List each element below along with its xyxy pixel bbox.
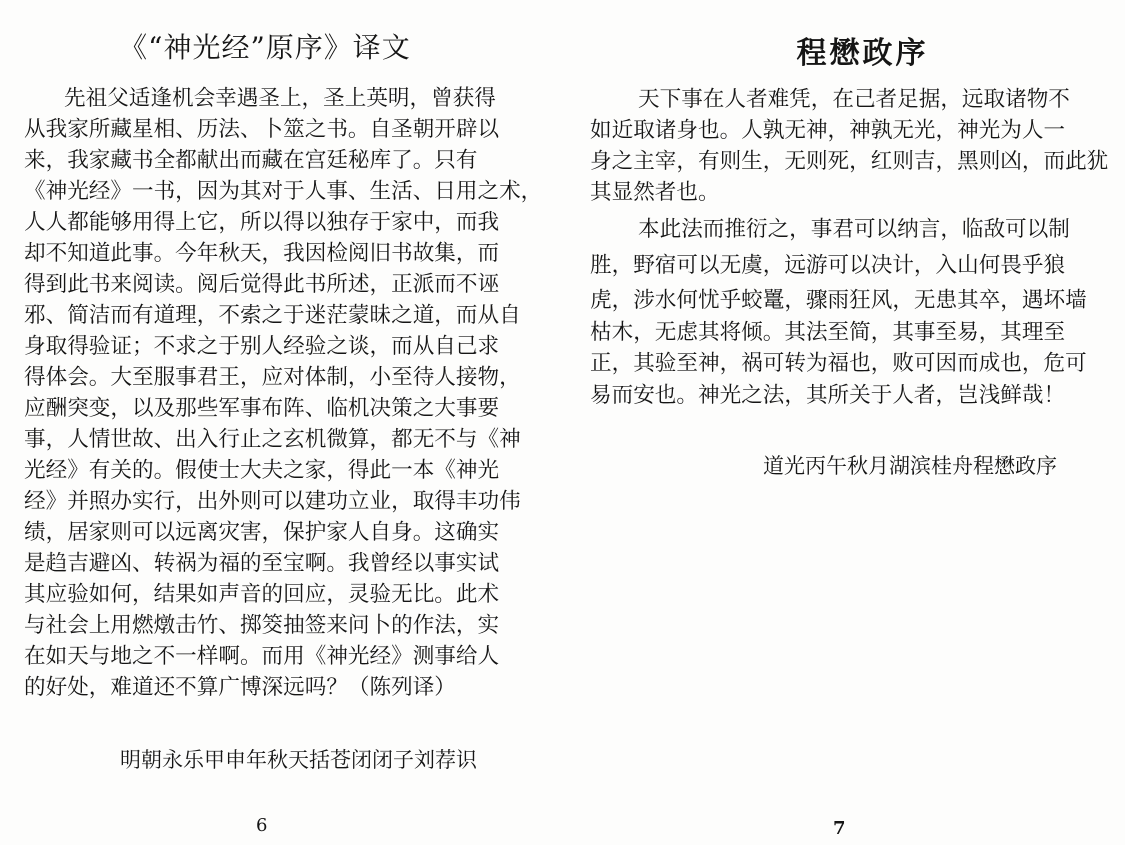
right-text-line: 易而安也。神光之法，其所关于人者，岂浅鲜哉！	[590, 383, 1066, 408]
right-page	[565, 0, 1125, 845]
right-text-line: 本此法而推衍之，事君可以纳言，临敌可以制	[638, 217, 1070, 242]
right-text-line: 枯木，无虑其将倾。其法至简，其事至易，其理至	[590, 320, 1066, 345]
left-text-line: 与社会上用燃燉击竹、掷筊抽签来问卜的作法，实	[24, 613, 500, 638]
left-text-line: 经》并照办实行，出外则可以建功立业，取得丰功伟	[24, 489, 521, 514]
left-text-line: 其应验如何，结果如声音的回应，灵验无比。此术	[24, 582, 500, 607]
left-text-line: 的好处，难道还不算广博深远吗？（陈列译）	[24, 675, 456, 700]
left-page-title: 《“神光经”原序》译文	[119, 31, 411, 64]
left-text-line: 身取得验证；不求之于别人经验之谈，而从自己求	[24, 334, 500, 359]
left-text-line: 人人都能够用得上它，所以得以独存于家中，而我	[24, 210, 500, 235]
left-text-line: 是趋吉避凶、转祸为福的至宝啊。我曾经以事实试	[24, 551, 500, 576]
left-text-line: 得体会。大至服事君王，应对体制，小至待人接物，	[24, 365, 521, 390]
page-number-right: 7	[833, 818, 846, 839]
left-page	[0, 0, 560, 845]
left-text-line: 应酬突变，以及那些军事布阵、临机决策之大事要	[24, 396, 500, 421]
right-text-line: 如近取诸身也。人孰无神，神孰无光，神光为人一	[590, 118, 1066, 143]
left-text-line: 事，人情世故、出入行止之玄机微算，都无不与《神	[24, 427, 521, 452]
right-text-line: 正，其验至神，祸可转为福也，败可因而成也，危可	[590, 351, 1087, 376]
page-number-left: 6	[256, 815, 268, 836]
right-text-line: 虎，涉水何忧乎蛟鼍，骤雨狂风，无患其卒，遇坏墙	[590, 288, 1087, 313]
left-text-line: 从我家所藏星相、历法、卜筮之书。自圣朝开辟以	[24, 117, 500, 142]
left-text-line: 却不知道此事。今年秋天，我因检阅旧书故集，而	[24, 241, 500, 266]
left-text-line: 在如天与地之不一样啊。而用《神光经》测事给人	[24, 644, 500, 669]
left-text-line: 先祖父适逢机会幸遇圣上，圣上英明，曾获得	[64, 86, 496, 111]
right-text-line: 其显然者也。	[590, 180, 720, 205]
left-text-line: 得到此书来阅读。阅后觉得此书所述，正派而不诬	[24, 272, 500, 297]
right-text-line: 身之主宰，有则生，无则死，红则吉，黑则凶，而此犹	[590, 149, 1109, 174]
right-page-title: 程懋政序	[796, 36, 929, 71]
left-text-line: 《神光经》一书，因为其对于人事、生活、日用之术，	[24, 179, 543, 204]
right-text-line: 胜，野宿可以无虞，远游可以决计，入山何畏乎狼	[590, 253, 1066, 278]
right-signature: 道光丙午秋月湖滨桂舟程懋政序	[763, 454, 1057, 478]
left-text-line: 来，我家藏书全都献出而藏在宫廷秘库了。只有	[24, 148, 478, 173]
right-text-line: 天下事在人者难凭，在己者足据，远取诸物不	[638, 87, 1070, 112]
left-text-line: 光经》有关的。假使士大夫之家，得此一本《神光	[24, 458, 500, 483]
left-signature: 明朝永乐甲申年秋天括苍闭闭子刘荐识	[120, 748, 477, 772]
left-text-line: 邪、简洁而有道理，不索之于迷茫蒙昧之道，而从自	[24, 303, 521, 328]
left-text-line: 绩，居家则可以远离灾害，保护家人自身。这确实	[24, 520, 500, 545]
